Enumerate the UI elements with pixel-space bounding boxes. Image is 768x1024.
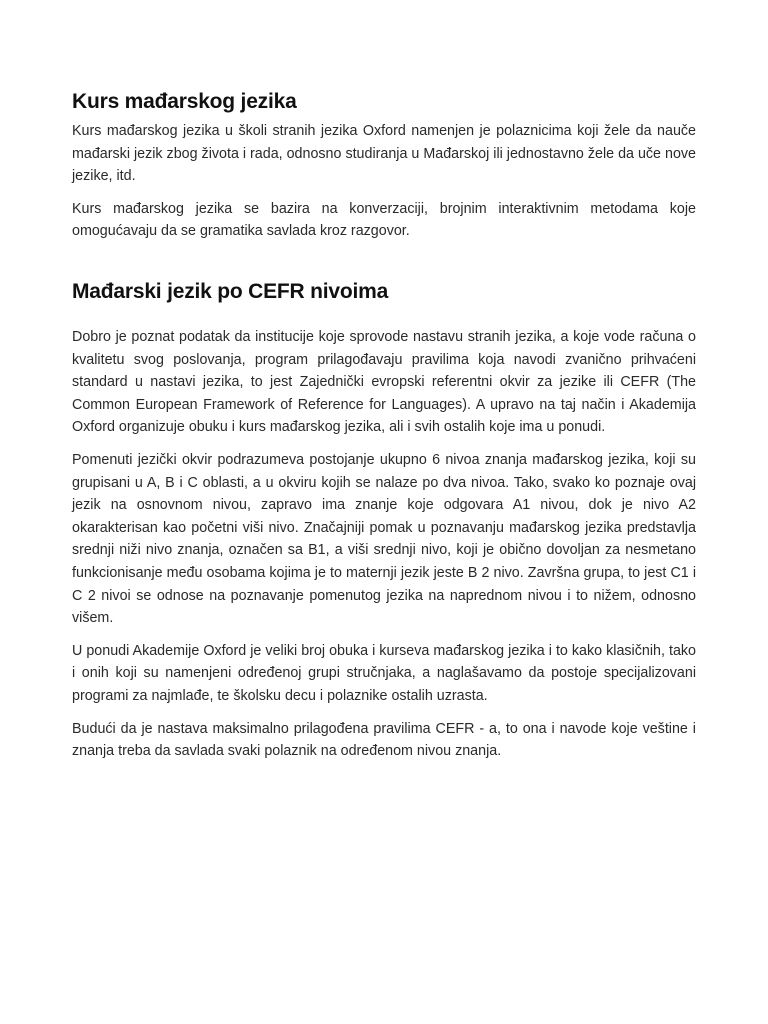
paragraph: Pomenuti jezički okvir podrazumeva postojanje ukupno 6 nivoa znanja mađarskog jezika, koji su grupisani u A, B i C oblasti, a u okviru kojih se nalaze po dva nivoa. Tako, svako ko poznaje ovaj jezik na osnovnom nivou, zapravo ima znanje koje odgovara A1 nivou, dok je nivo A2 okarakterisan kao početni viši nivo. Značajniji pomak u poznavanju mađarskog jezika predstavlja srednji niži nivo znanja, označen sa B1, a viši srednji nivo, koji je obično dovoljan za nesmetano funkcionisanje među osobama kojima je to maternji jezik jeste B 2 nivo. Završna grupa, to jest C1 i C 2 nivoi se odnose na poznavanje pomenutog jezika na naprednom nivou i to nižem, odnosno višem.	[72, 451, 696, 627]
paragraph: Budući da je nastava maksimalno prilagođena pravilima CEFR - a, to ona i navode koje veštine i znanja treba da savlada svaki polaznik na određenom nivou znanja.	[72, 720, 696, 760]
paragraph: Kurs mađarskog jezika se bazira na konverzaciji, brojnim interaktivnim metodama koje omogućavaju da se gramatika savlada kroz razgovor.	[72, 200, 696, 240]
section-hungarian-course	[72, 88, 696, 253]
section-heading: Kurs mađarskog jezika	[72, 90, 297, 113]
paragraph: Dobro je poznat podatak da institucije koje sprovode nastavu stranih jezika, a koje vode računa o kvalitetu svog poslovanja, program prilagođavaju pravilima koja navodi zvanično prihvaćeni standard u nastavi jezika, to jest Zajednički evropski referentni okvir za jezike ili CEFR (The Common European Framework of Reference for Languages). A upravo na taj način i Akademija Oxford organizuje obuku i kurs mađarskog jezika, ali i svih ostalih koje ima u ponudi.	[72, 329, 696, 436]
paragraph: Kurs mađarskog jezika u školi stranih jezika Oxford namenjen je polaznicima koji žele da nauče mađarski jezik zbog života i rada, odnosno studiranja u Mađarskoj ili jednostavno žele da uče nove jezike, itd.	[72, 123, 696, 185]
section-heading: Mađarski jezik po CEFR nivoima	[72, 280, 389, 303]
section-cefr-levels	[72, 278, 696, 773]
paragraph: U ponudi Akademije Oxford je veliki broj obuka i kurseva mađarskog jezika i to kako klasičnih, tako i onih koji su namenjeni određenoj grupi stručnjaka, a naglašavamo da postoje specijalizovani programi za najmlađe, te školsku decu i polaznike ostalih uzrasta.	[72, 642, 696, 704]
